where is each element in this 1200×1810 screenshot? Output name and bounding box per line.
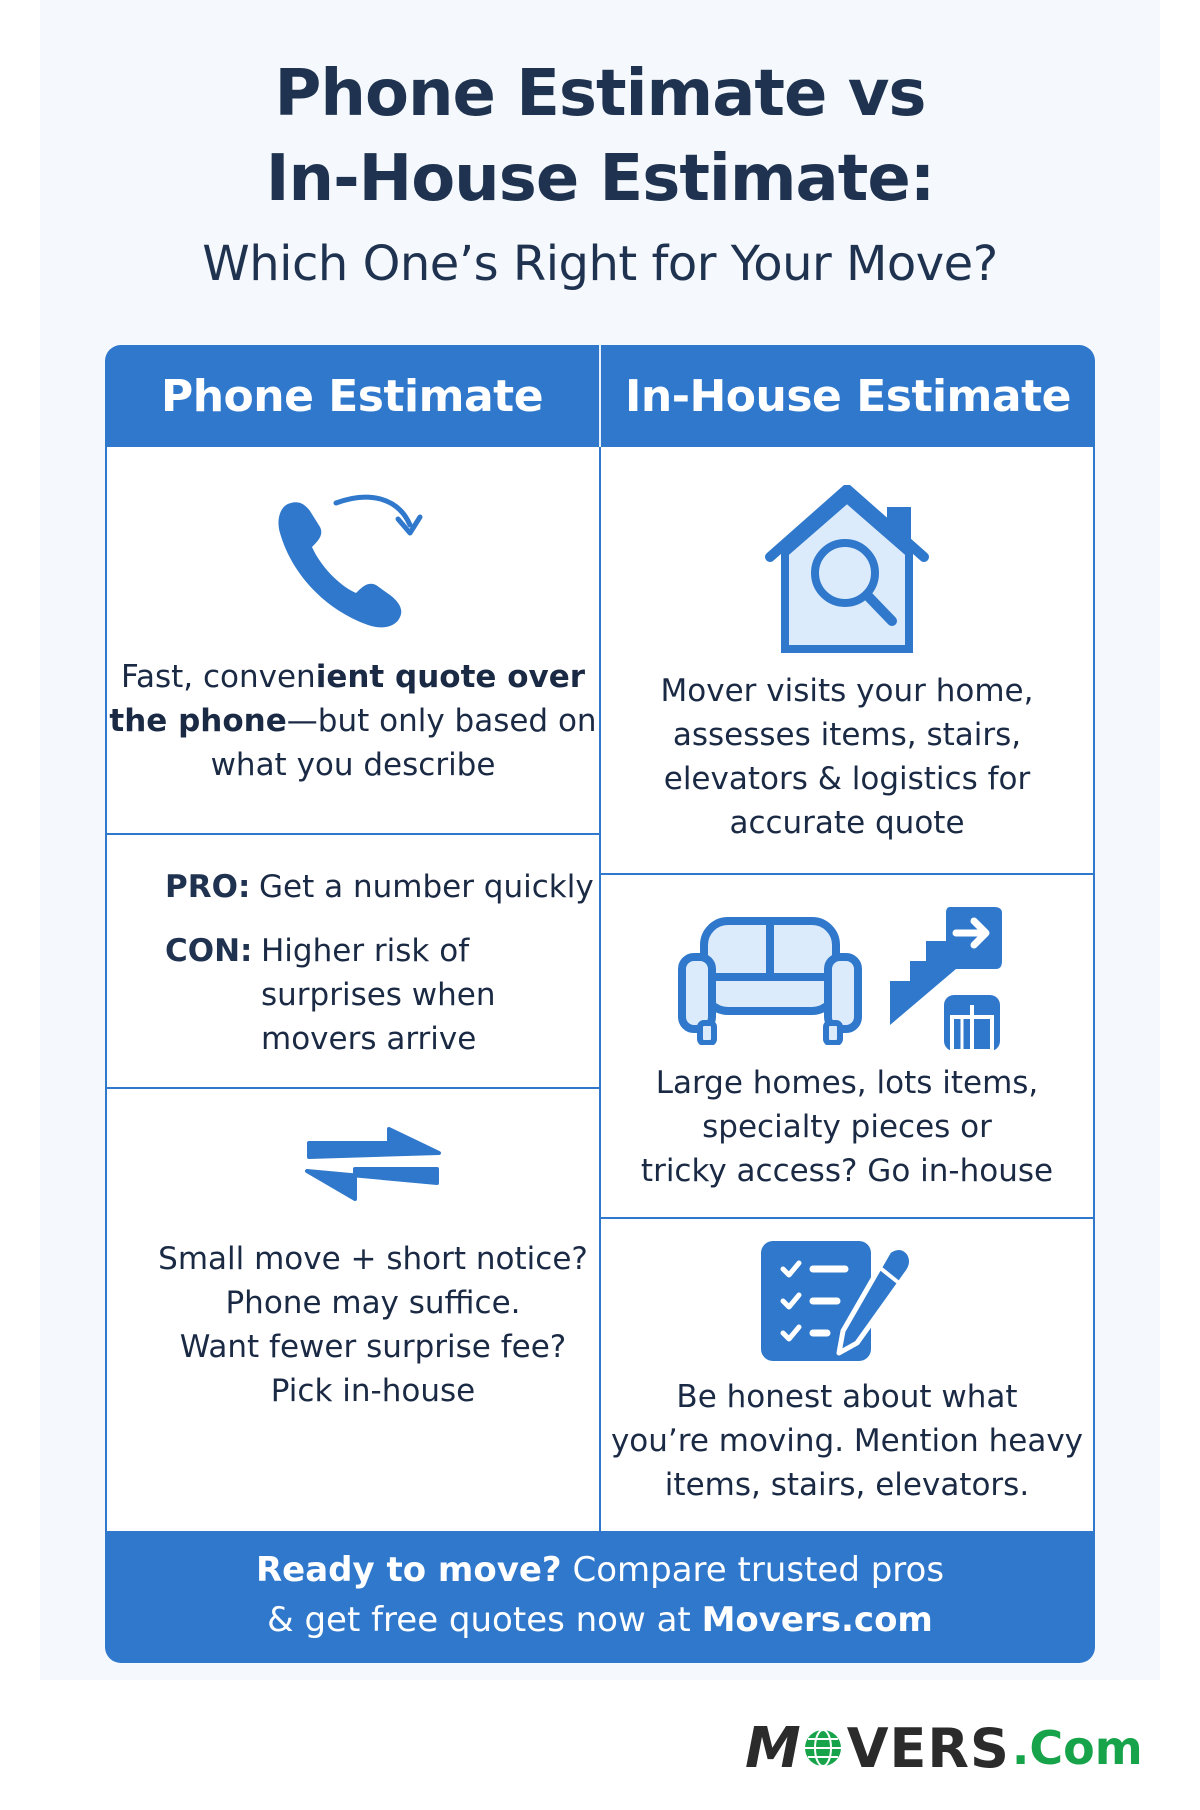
inhouse-intro-cell [601, 447, 1093, 873]
inhouse-tip-cell [601, 1219, 1093, 1531]
inhouse-when-cell [601, 875, 1093, 1217]
page-title-line2: In-House Estimate: [265, 142, 935, 216]
pro-text: Get a number quickly [259, 869, 594, 905]
con-text-line: surprises when [261, 977, 496, 1013]
con-label: CON: [165, 933, 253, 969]
inhouse-when-text: Large homes, lots items, specialty pieces or tricky access? Go in-house [640, 1065, 1054, 1189]
house-search-icon [752, 485, 942, 655]
column-header-phone: Phone Estimate [105, 345, 599, 447]
phone-callback-icon [258, 485, 448, 645]
globe-icon [803, 1728, 843, 1768]
phone-procon-cell [107, 835, 599, 1087]
page-title-line1: Phone Estimate vs [274, 57, 926, 131]
phone-intro-cell [107, 447, 599, 833]
comparison-table [105, 345, 1095, 1663]
movers-link[interactable]: Movers.com [701, 1600, 933, 1640]
phone-tip-cell [107, 1089, 599, 1531]
elevator-icon [944, 995, 1000, 1051]
cta-line-2: & get free quotes now at Movers.com [267, 1600, 933, 1640]
page-subtitle: Which One’s Right for Your Move? [202, 236, 998, 292]
con-text-line: movers arrive [261, 1021, 477, 1057]
inhouse-intro-text: Mover visits your home, assesses items, stairs, elevators & logistics for accurate quote [660, 673, 1034, 841]
con-row [165, 929, 496, 1061]
phone-tip-text: Small move + short notice? Phone may suffice. Want fewer surprise fee? Pick in-house [158, 1241, 588, 1409]
pro-label: PRO: [165, 869, 251, 905]
sofa-icon [678, 905, 862, 1045]
inhouse-tip-text: Be honest about what you’re moving. Mention heavy items, stairs, elevators. [610, 1379, 1084, 1503]
when-icons [678, 905, 1006, 1055]
cta-footer [105, 1531, 1095, 1663]
column-header-inhouse: In-House Estimate [601, 345, 1095, 447]
con-text-line: Higher risk of [261, 933, 470, 969]
swap-arrows-icon [303, 1123, 443, 1205]
phone-intro-text: Fast, convenient quote over the phone—but only based on what you describe [109, 659, 597, 783]
checklist-pencil-icon [759, 1239, 929, 1367]
pro-row [165, 865, 594, 909]
cta-line-1: Ready to move? Compare trusted pros [255, 1550, 945, 1590]
stairs-elevator-icons [886, 905, 1006, 1055]
movers-logo: M VERS .Com [745, 1715, 1143, 1781]
